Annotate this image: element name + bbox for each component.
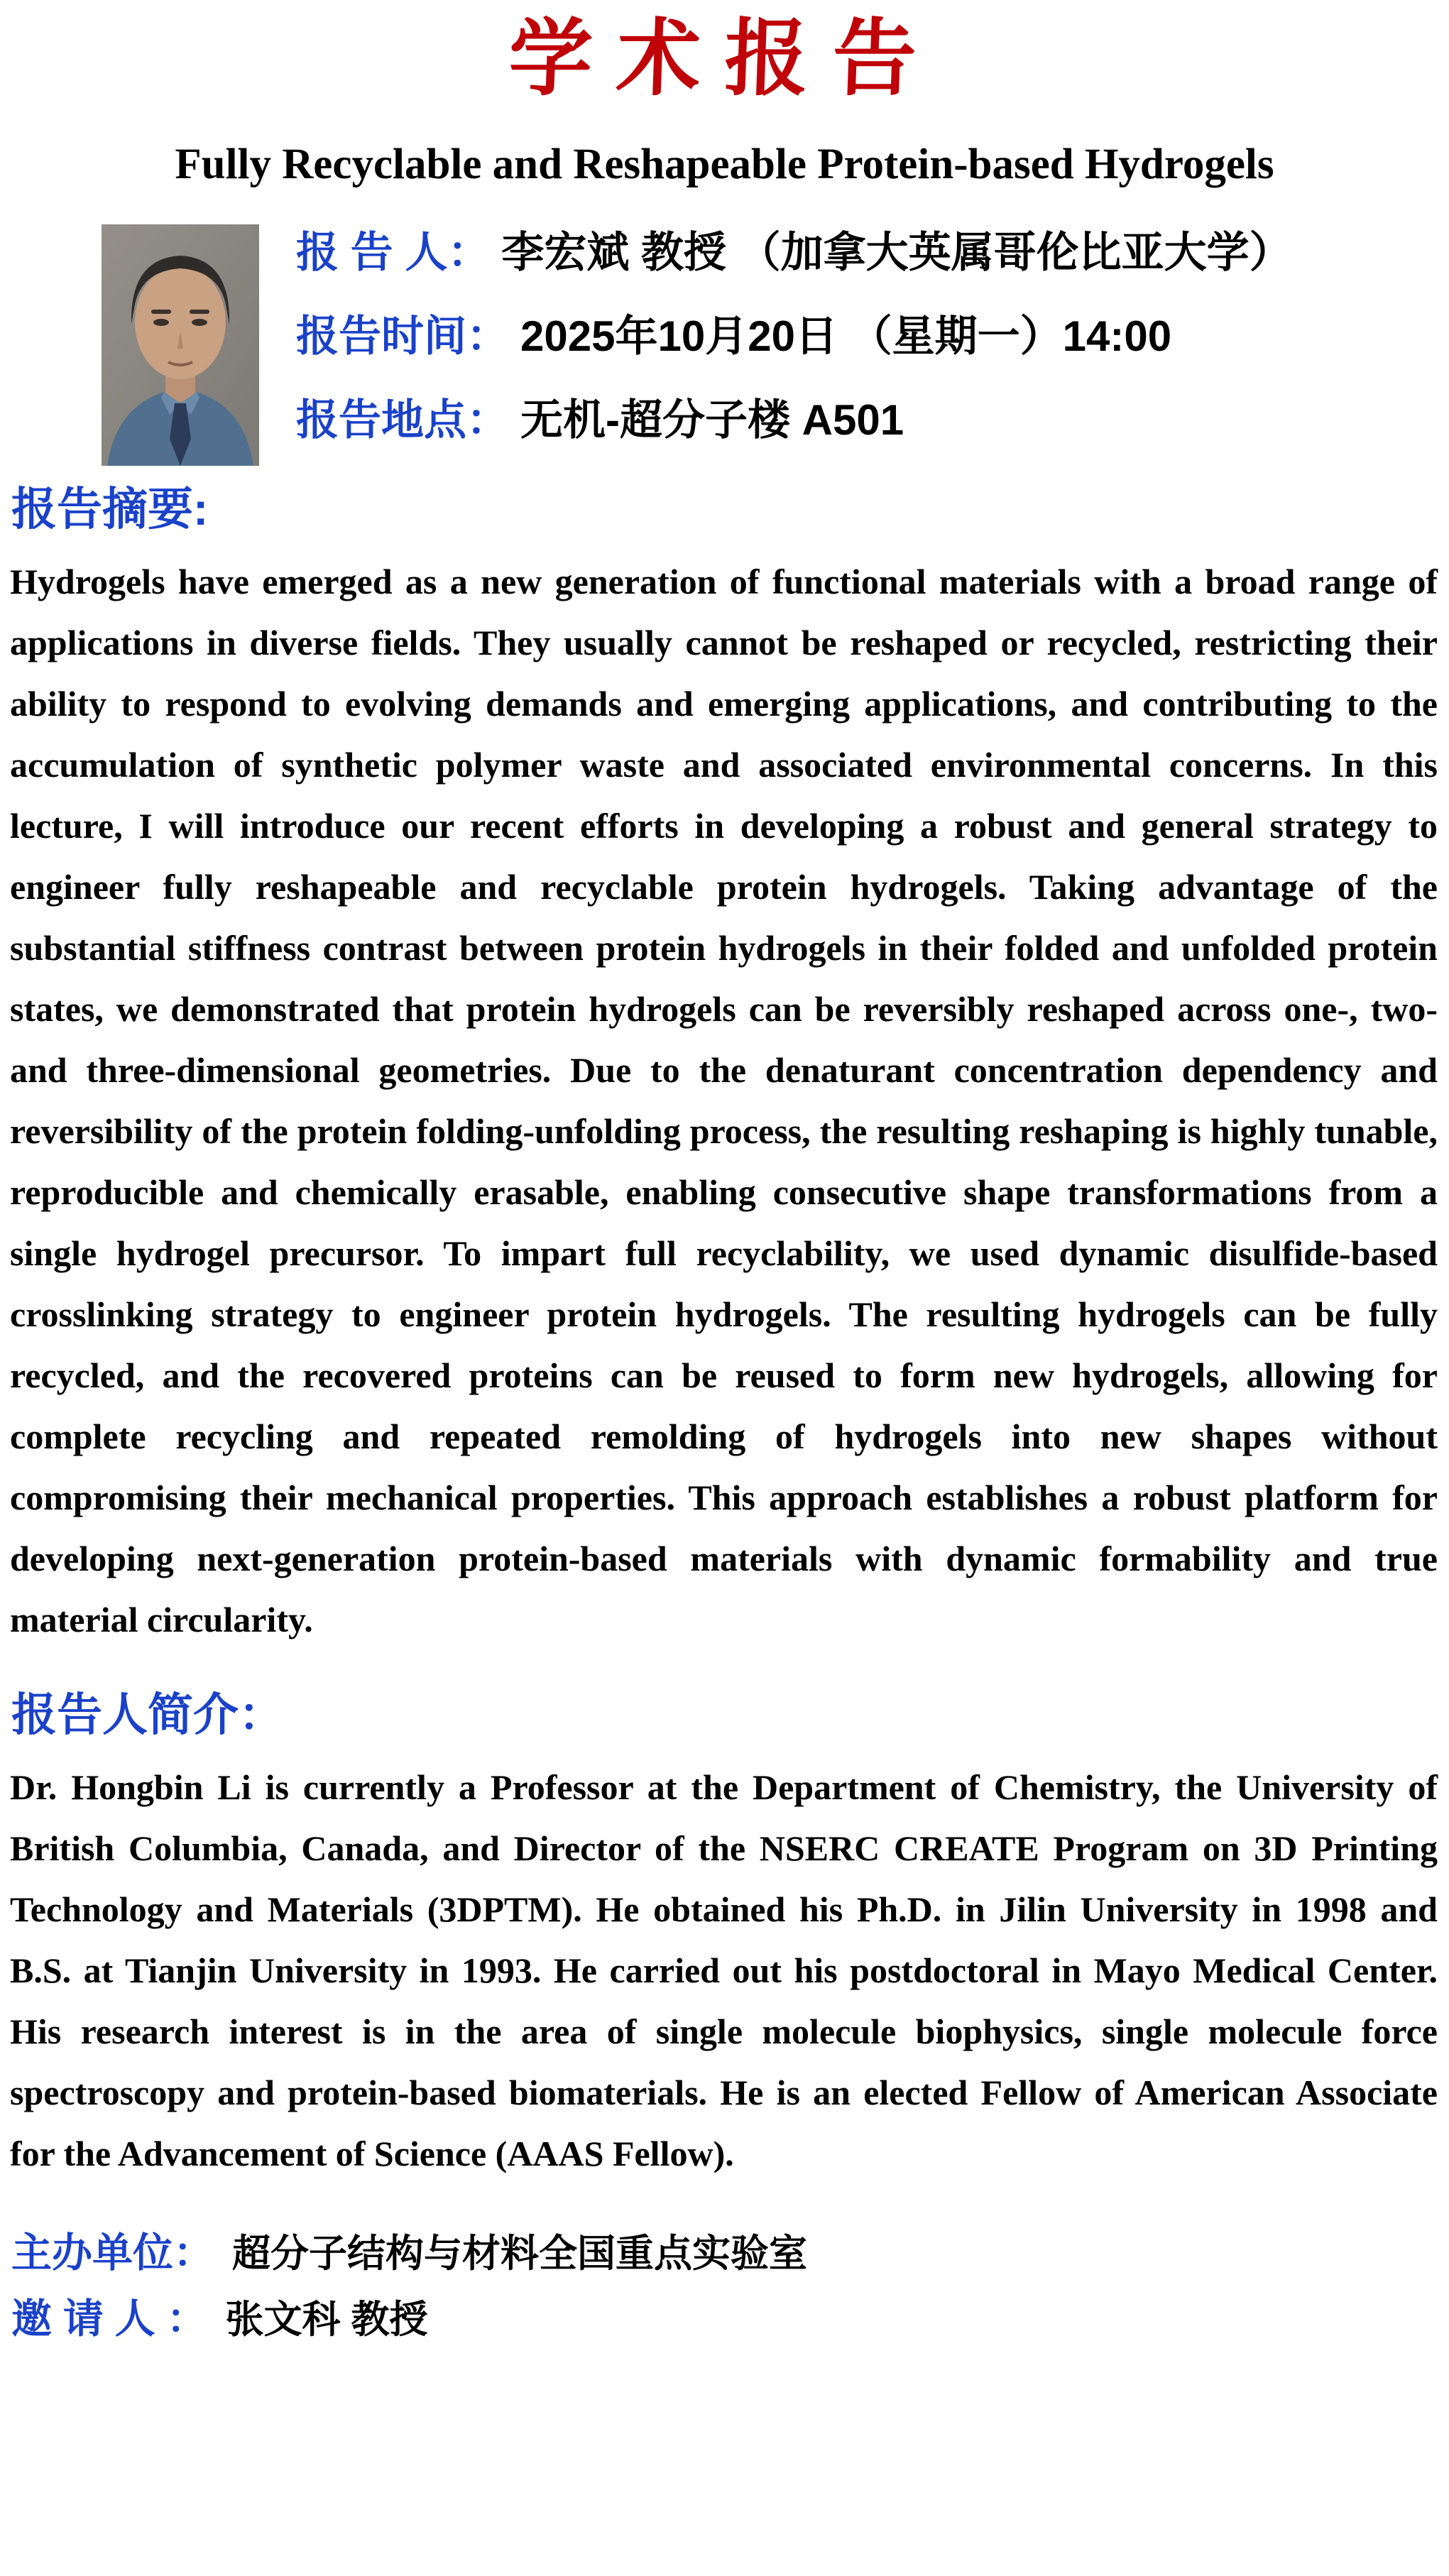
speaker-portrait-illustration — [102, 224, 259, 466]
inviter-row — [11, 2297, 1449, 2342]
abstract-text: Hydrogels have emerged as a new generation of functional materials with a broad range of applications in diverse fields. They usually cannot be reshaped or recycled, restricting their ability to respond to evolving demands and emerging applications, and contributing to the accumulation of synthetic polymer waste and associated environmental concerns. In this lecture, I will introduce our recent efforts in developing a robust and general strategy to engineer fully reshapeable and recyclable protein hydrogels. Taking advantage of the substantial stiffness contrast between protein hydrogels in their folded and unfolded protein states, we demonstrated that protein hydrogels can be reversibly reshaped across one-, two- and three-dimensional geometries. Due to the denaturant concentration dependency and reversibility of the protein folding-unfolding process, the resulting reshaping is highly tunable, reproducible and chemically erasable, enabling consecutive shape transformations from a single hydrogel precursor. To impart full recyclability, we used dynamic disulfide-based crosslinking strategy to engineer protein hydrogels. The resulting hydrogels can be fully recycled, and the recovered proteins can be reused to form new hydrogels, allowing for complete recycling and repeated remolding of hydrogels into new shapes without compromising their mechanical properties. This approach establishes a robust platform for developing next-generation protein-based materials with dynamic formability and true material circularity. — [10, 562, 1438, 1639]
host-unit-row — [11, 2231, 1449, 2276]
inviter-value: 张文科 教授 — [225, 2298, 428, 2341]
location-label: 报告地点： — [296, 396, 509, 444]
abstract-heading: 报告摘要: — [11, 484, 209, 535]
speaker-label: 报 告 人： — [296, 229, 491, 276]
time-value: 2025年10月20日 （星期一）14:00 — [520, 312, 1172, 360]
host-unit-label: 主办单位： — [11, 2230, 214, 2276]
time-label: 报告时间： — [296, 312, 509, 360]
inviter-label: 邀 请 人 ： — [11, 2296, 207, 2342]
speaker-info-section — [102, 224, 1449, 466]
footer-section — [11, 2231, 1449, 2342]
speaker-info-list — [296, 224, 1292, 443]
bio-heading: 报告人简介： — [11, 1689, 284, 1740]
location-value: 无机-超分子楼 A501 — [520, 396, 904, 444]
host-unit-value: 超分子结构与材料全国重点实验室 — [232, 2232, 807, 2275]
talk-location-row — [296, 398, 1292, 443]
talk-time-row — [296, 314, 1292, 359]
poster-title: 学术报告 — [507, 12, 942, 106]
bio-text: Dr. Hongbin Li is currently a Professor at the Department of Chemistry, the University of British Columbia, Canada, and Director of the NSERC CREATE Program on 3D Printing Technology and Materials (3DPTM). He obtained his Ph.D. in Jilin University in 1998 and B.S. at Tianjin University in 1993. He carried out his postdoctoral in Mayo Medical Center. His research interest is in the area of single molecule biophysics, single molecule force spectroscopy and protein-based biomaterials. He is an elected Fellow of American Associate for the Advancement of Science (AAAS Fellow). — [10, 1767, 1438, 2173]
speaker-photo — [102, 224, 259, 466]
speaker-value: 李宏斌 教授 （加拿大英属哥伦比亚大学） — [501, 229, 1292, 276]
speaker-name-row — [296, 230, 1292, 275]
talk-english-title: Fully Recyclable and Reshapeable Protein-based Hydrogels — [175, 141, 1274, 188]
